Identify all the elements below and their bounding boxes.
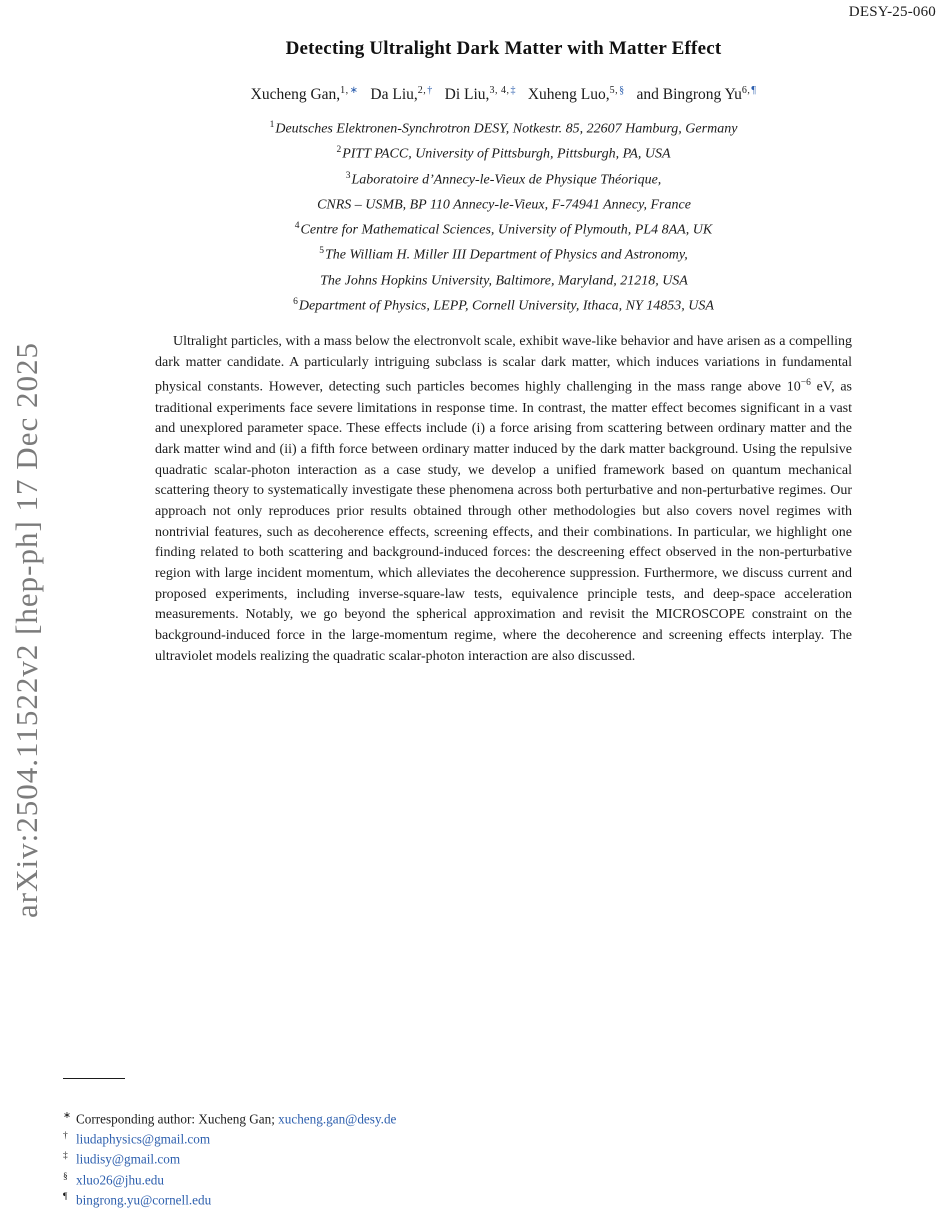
author-affil-ref: 5,	[609, 85, 619, 96]
footnote-marker-section: §	[63, 1171, 68, 1182]
author	[251, 86, 359, 103]
footnote-text: Corresponding author: Xucheng Gan;	[76, 1111, 279, 1127]
affiliation-text: CNRS – USMB, BP 110 Annecy-le-Vieux, F-74941 Annecy, France	[317, 197, 691, 213]
abstract-paragraph	[155, 332, 852, 667]
abstract-text-1: Ultralight particles, with a mass below the electronvolt scale, exhibit wave-like behavior and have arisen as a compelling dark matter candidate. A particularly intriguing subclass is scalar dark matter, which induces variations in fundamental physical constants. However, detecting such particles becomes highly challenging in the mass range above 10	[155, 334, 852, 396]
footnotes-block	[63, 1072, 763, 1209]
affiliation-text: The William H. Miller III Department of Physics and Astronomy,	[324, 248, 688, 264]
arxiv-identifier-stamp: arXiv:2504.11522v2 [hep-ph] 17 Dec 2025	[9, 342, 44, 918]
footnote-marker-pilcrow: ¶	[63, 1191, 68, 1202]
email-link[interactable]: liudaphysics@gmail.com	[76, 1131, 211, 1147]
footnote-marker-asterisk: ∗	[63, 1111, 71, 1121]
author-name: Di Liu,	[444, 86, 490, 104]
abstract-exponent: −6	[800, 378, 811, 389]
affiliation-number: 3	[345, 170, 351, 181]
author-affil-ref: 2,	[417, 85, 427, 96]
author	[528, 86, 625, 103]
email-link[interactable]: xluo26@jhu.edu	[76, 1171, 164, 1187]
affiliation-text: Deutsches Elektronen-Synchrotron DESY, Notkestr. 85, 22607 Hamburg, Germany	[275, 121, 738, 137]
footnote-rule	[63, 1078, 125, 1079]
affiliation-number: 4	[294, 221, 300, 232]
paper-title: Detecting Ultralight Dark Matter with Matter Effect	[285, 38, 722, 59]
footnote-corresponding-author	[63, 1108, 763, 1128]
author	[636, 86, 756, 103]
footnote-email	[63, 1148, 763, 1168]
footnote-marker-dagger: †	[63, 1131, 68, 1142]
affiliation-line	[155, 140, 852, 165]
footnote-email	[63, 1169, 763, 1189]
author-name: Da Liu,	[370, 86, 418, 104]
affiliation-text: Centre for Mathematical Sciences, University of Plymouth, PL4 8AA, UK	[300, 222, 713, 238]
author	[445, 86, 516, 103]
affiliations-block	[155, 115, 852, 317]
author-name: Xuheng Luo,	[527, 86, 610, 104]
email-link[interactable]: xucheng.gan@desy.de	[278, 1111, 397, 1127]
author-line	[155, 85, 852, 104]
footnote-email	[63, 1189, 763, 1209]
author	[370, 86, 432, 103]
affiliation-line	[155, 267, 852, 292]
affiliation-line	[155, 241, 852, 266]
footnote-email	[63, 1128, 763, 1148]
footnote-marker-double-dagger: ‡	[63, 1151, 68, 1162]
affiliation-number: 2	[336, 145, 342, 156]
affiliation-number: 5	[319, 246, 324, 257]
author-footnote-ref[interactable]: ‡	[510, 85, 516, 96]
author-name: and Bingrong Yu	[636, 86, 742, 104]
affiliation-text: The Johns Hopkins University, Baltimore, Maryland, 21218, USA	[320, 273, 688, 289]
affiliation-line	[155, 191, 852, 216]
paper-body	[155, 0, 852, 667]
preprint-number: DESY-25-060	[848, 4, 936, 20]
email-link[interactable]: bingrong.yu@cornell.edu	[76, 1192, 212, 1208]
author-footnote-ref[interactable]: §	[619, 85, 625, 96]
author-footnote-ref[interactable]: ¶	[751, 85, 757, 96]
author-footnote-ref[interactable]: †	[427, 85, 433, 96]
affiliation-line	[155, 115, 852, 140]
author-affil-ref: 1,	[340, 85, 349, 96]
affiliation-text: Laboratoire d’Annecy-le-Vieux de Physique Théorique,	[351, 172, 662, 188]
author-affil-ref: 6,	[741, 85, 751, 96]
email-link[interactable]: liudisy@gmail.com	[76, 1151, 181, 1167]
author-name: Xucheng Gan,	[250, 86, 341, 104]
affiliation-line	[155, 166, 852, 191]
affiliation-number: 6	[293, 296, 298, 307]
abstract-text-2: eV, as traditional experiments face severe limitations in response time. In contrast, the matter effect becomes significant in a vast and unexplored parameter space. These effects include (i) a force arising from scattering between ordinary matter and the dark matter wind and (ii) a fifth force between ordinary matter induced by the dark matter background. Using the repulsive quadratic scalar-photon interaction as a case study, we develop a unified framework based on quantum mechanical scattering theory to systematically investigate these phenomena across both perturbative and non-perturbative regimes. Our approach not only reproduces prior results obtained through other methodologies but also covers novel regimes with nontrivial features, such as decoherence effects, screening effects, and their combinations. In particular, we highlight one finding related to both scattering and background-induced forces: the descreening effect observed in the non-perturbative region with large incident momentum, which alleviates the decoherence suppression. Furthermore, we discuss current and proposed experiments, including inverse-square-law tests, equivalence principle tests, and deep-space acceleration measurements. Notably, we go beyond the spherical approximation and revisit the MICROSCOPE constraint on the background-induced force in the large-momentum regime, where the decoherence and screening effects interplay. The ultraviolet models realizing the quadratic scalar-photon interaction are also discussed.	[155, 380, 853, 664]
affiliation-line	[155, 216, 852, 241]
affiliation-line	[155, 292, 852, 317]
author-footnote-ref[interactable]: ∗	[349, 85, 359, 96]
affiliation-text: Department of Physics, LEPP, Cornell University, Ithaca, NY 14853, USA	[298, 298, 714, 314]
affiliation-text: PITT PACC, University of Pittsburgh, Pittsburgh, PA, USA	[342, 147, 671, 163]
author-affil-ref: 3, 4,	[489, 85, 510, 96]
affiliation-number: 1	[269, 120, 275, 131]
